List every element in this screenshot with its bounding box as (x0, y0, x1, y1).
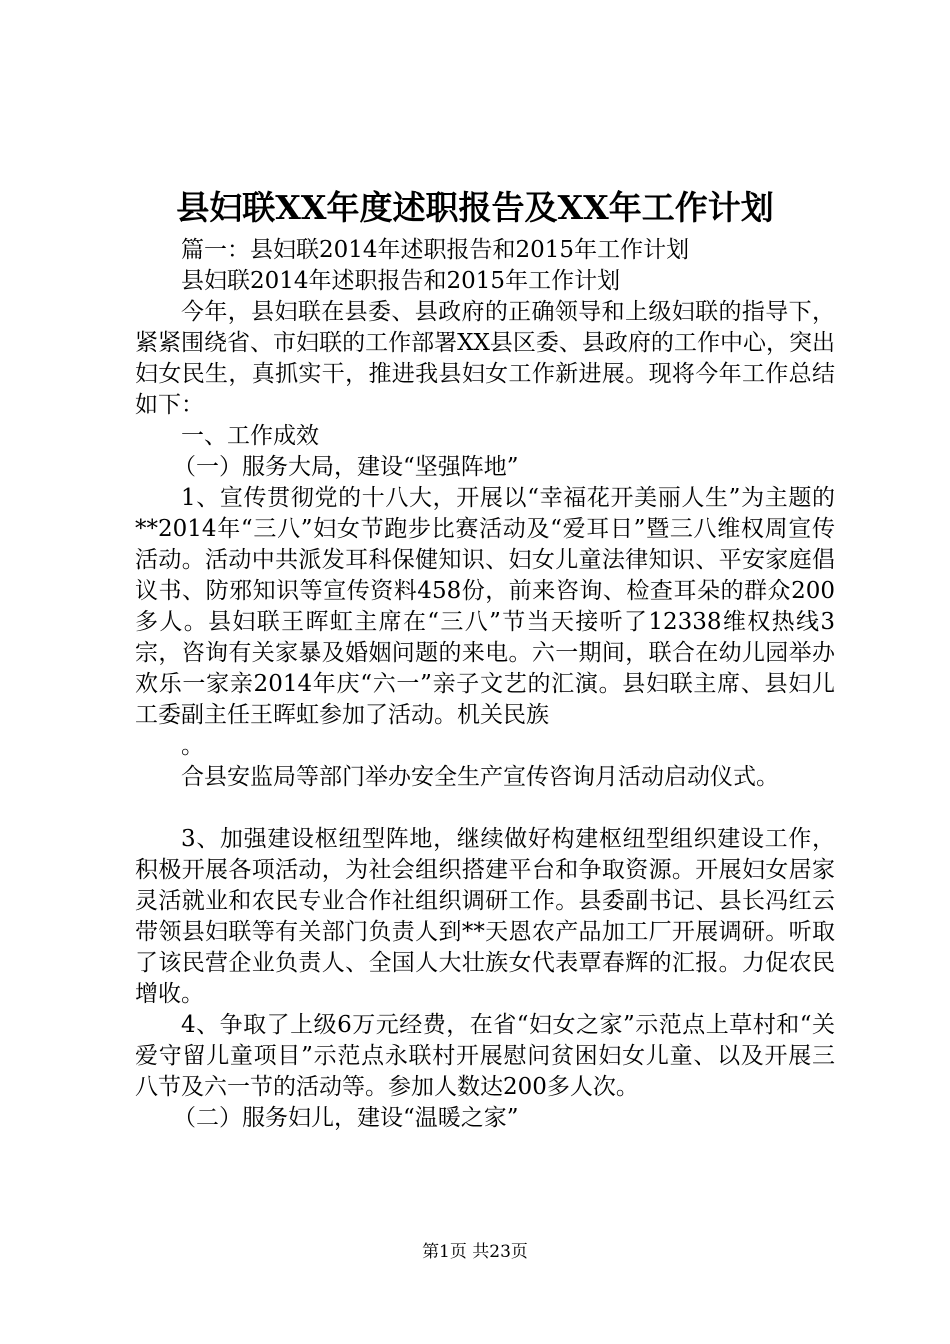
intro-paragraph: 今年，县妇联在县委、县政府的正确领导和上级妇联的指导下，紧紧围绕省、市妇联的工作部署XX县区委、县政府的工作中心，突出妇女民生，真抓实干，推进我县妇女工作新进展。现将今年工作总结如下： (135, 299, 835, 418)
item-paragraph-3: 3、加强建设枢纽型阵地，继续做好构建枢纽型组织建设工作，积极开展各项活动，为社会组织搭建平台和争取资源。开展妇女居家灵活就业和农民专业合作社组织调研工作。县委副书记、县长冯红云带领县妇联等有关部门负责人到**天恩农产品加工厂开展调研。听取了该民营企业负责人、全国人大壮族女代表覃春辉的汇报。力促农民增收。 (135, 826, 835, 1007)
document-body (135, 235, 835, 1134)
item-paragraph-4: 4、争取了上级6万元经费，在省“妇女之家”示范点上草村和“关爱守留儿童项目”示范点永联村开展慰问贫困妇女儿童、以及开展三八节及六一节的活动等。参加人数达200多人次。 (135, 1012, 835, 1100)
subsection-heading-two: （二）服务妇儿，建设“温暖之家” (173, 1105, 519, 1131)
page-footer: 第1页 共23页 (422, 1242, 528, 1262)
fragment-paragraph: 合县安监局等部门举办安全生产宣传咨询月活动启动仪式。 (181, 764, 779, 790)
section-heading-part-one: 篇一：县妇联2014年述职报告和2015年工作计划 (181, 237, 690, 263)
item-paragraph-1: 1、宣传贯彻党的十八大，开展以“幸福花开美丽人生”为主题的**2014年“三八”妇女节跑步比赛活动及“爱耳日”暨三八维权周宣传活动。活动中共派发耳科保健知识、妇女儿童法律知识、平安家庭倡议书、防邪知识等宣传资料458份，前来咨询、检查耳朵的群众200多人。县妇联王晖虹主席在“三八”节当天接听了12338维权热线3宗，咨询有关家暴及婚姻问题的来电。六一期间，联合在幼儿园举办欢乐一家亲2014年庆“六一”亲子文艺的汇演。县妇联主席、县妇儿工委副主任王晖虹参加了活动。机关民族 (135, 485, 835, 728)
document-title: 县妇联XX年度述职报告及XX年工作计划 (176, 188, 774, 227)
subsection-heading-one: （一）服务大局，建设“坚强阵地” (173, 454, 519, 480)
report-subtitle: 县妇联2014年述职报告和2015年工作计划 (181, 268, 621, 294)
fragment-period: 。 (181, 733, 204, 759)
section-heading-achievements: 一、工作成效 (181, 423, 319, 449)
